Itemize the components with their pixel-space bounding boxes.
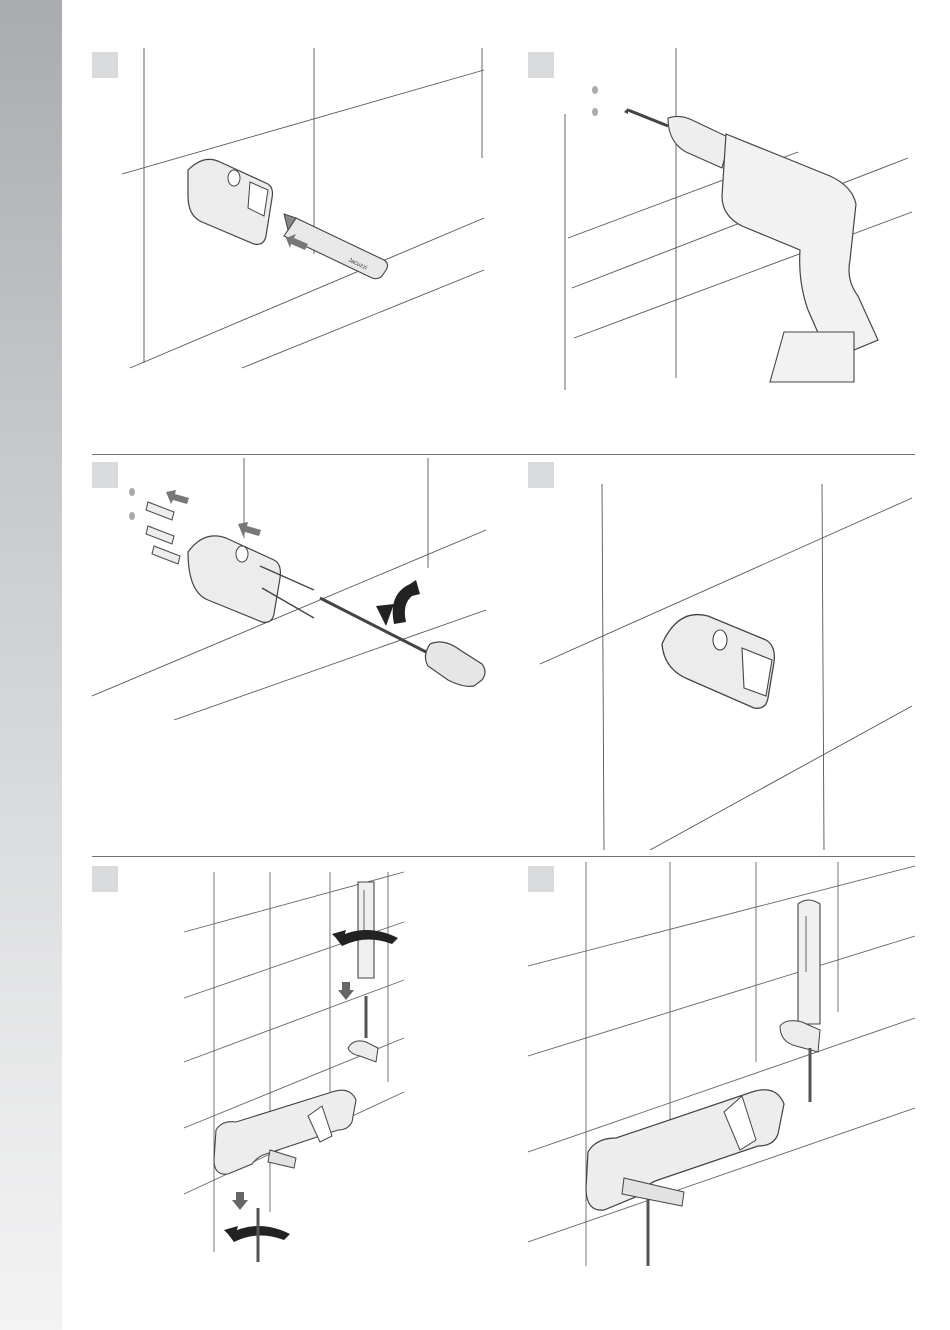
step-3-illustration (92, 458, 489, 720)
step-3-panel (92, 458, 489, 720)
step-2-panel (528, 48, 915, 390)
step-6-illustration (528, 862, 915, 1266)
bracket-icon (662, 615, 774, 709)
step-4-illustration (528, 458, 915, 850)
mixer-tap-icon (214, 1090, 356, 1174)
step-1-illustration (92, 48, 486, 390)
drill-icon (624, 108, 878, 382)
arrow-icon (166, 490, 261, 536)
mixer-tap-icon (586, 1090, 784, 1210)
svg-text:Jacuzzi: Jacuzzi (347, 257, 368, 272)
hand-shower-icon (358, 882, 374, 978)
step-4-panel (528, 458, 915, 850)
step-3-number-box (92, 462, 118, 488)
step-6-number-box (528, 866, 554, 892)
step-5-number-box (92, 866, 118, 892)
bracket-icon (780, 1021, 820, 1052)
step-1-number-box (92, 52, 118, 78)
step-5-panel (92, 862, 486, 1266)
step-2-illustration (528, 48, 915, 390)
wall-plug-icon (146, 502, 180, 564)
row-divider-2 (92, 856, 915, 857)
step-1-panel (92, 48, 486, 390)
rotate-arrow-icon (376, 580, 420, 626)
step-5-illustration (92, 862, 486, 1266)
hand-shower-icon (798, 900, 820, 1024)
side-color-bar (0, 0, 62, 1330)
bracket-icon (188, 159, 273, 244)
bracket-icon (188, 536, 280, 622)
row-divider-1 (92, 454, 915, 455)
step-2-number-box (528, 52, 554, 78)
step-6-panel (528, 862, 915, 1266)
step-4-number-box (528, 462, 554, 488)
